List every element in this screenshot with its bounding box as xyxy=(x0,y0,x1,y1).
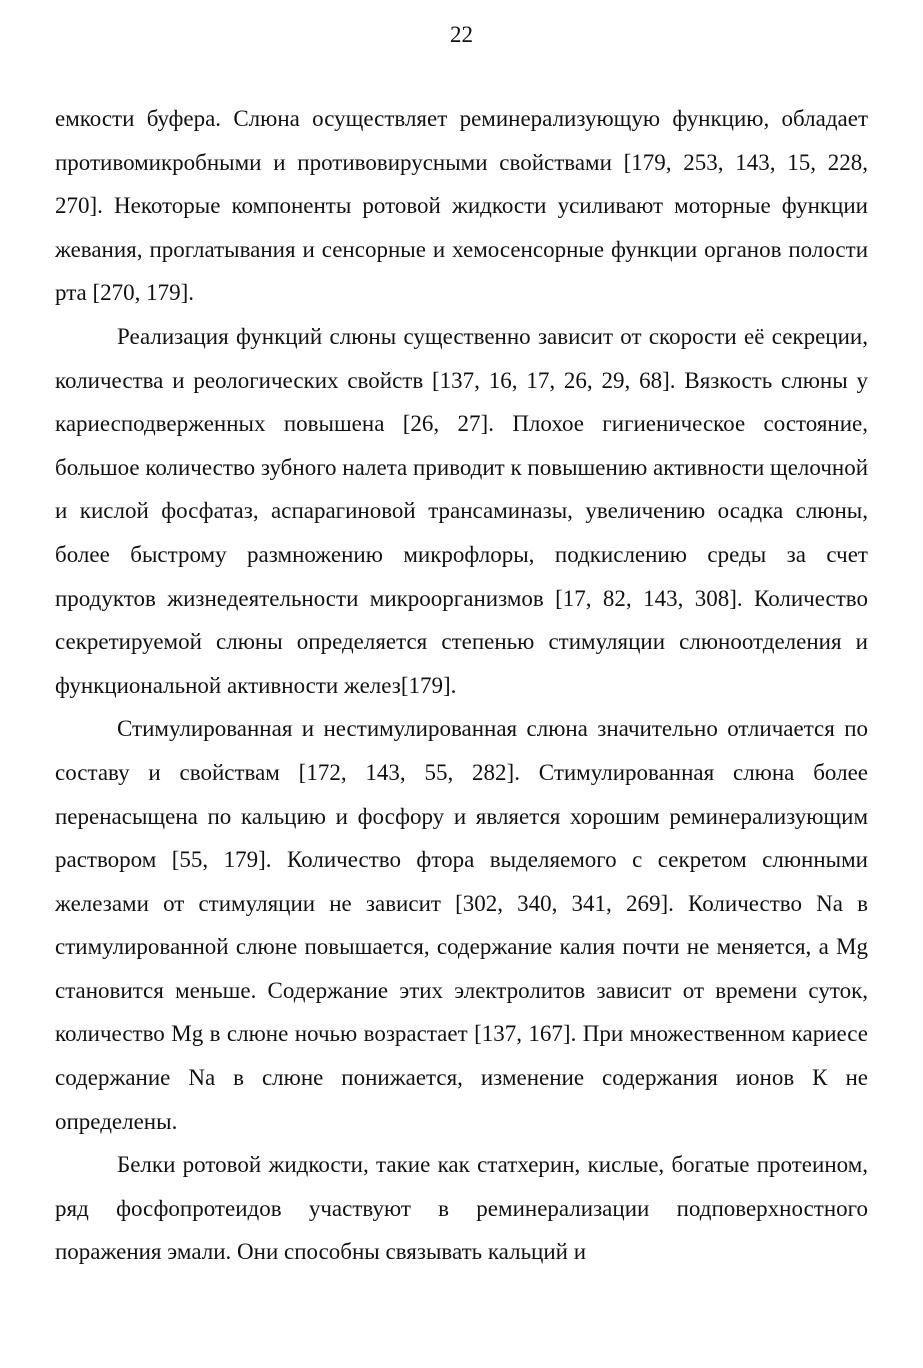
page-number: 22 xyxy=(450,22,473,47)
paragraph-stimulated-saliva: Стимулированная и нестимулированная слюна значительно отличается по составу и свойствам [172, 143, 55, 282]. Стимулированная слюна более перенасыщена по кальцию и фосфору и является хорошим реминерализующим раствором [55, 179]. Количество фтора выделяемого с секретом слюнными железами от стимуляции не зависит [302, 340, 341, 269]. Количество Na в стимулированной слюне повышается, содержание калия почти не меняется, а Mg становится меньше. Содержание этих электролитов зависит от времени суток, количество Mg в слюне ночью возрастает [137, 167]. При множественном кариесе содержание Na в слюне понижается, изменение содержания ионов К не определены. xyxy=(55,716,868,1134)
paragraph-oral-fluid-proteins: Белки ротовой жидкости, такие как статхерин, кислые, богатые протеином, ряд фосфопротеидов участвуют в реминерализации подповерхностного поражения эмали. Они способны связывать кальций и xyxy=(55,1152,868,1265)
paragraph-1-continuation: емкости буфера. Слюна осуществляет реминерализующую функцию, обладает противомикробными и противовирусными свойствами [179, 253, 143, 15, 228, 270]. Некоторые компоненты ротовой жидкости усиливают моторные функции жевания, проглатывания и сенсорные и хемосенсорные функции органов полости рта [270, 179]. xyxy=(55,106,868,306)
body-text xyxy=(55,97,868,1274)
paragraph-saliva-functions: Реализация функций слюны существенно зависит от скорости её секреции, количества и реологических свойств [137, 16, 17, 26, 29, 68]. Вязкость слюны у кариесподверженных повышена [26, 27]. Плохое гигиеническое состояние, большое количество зубного налета приводит к повышению активности щелочной и кислой фосфатаз, аспарагиновой трансаминазы, увеличению осадка слюны, более быстрому размножению микрофлоры, подкислению среды за счет продуктов жизнедеятельности микроорганизмов [17, 82, 143, 308]. Количество секретируемой слюны определяется степенью стимуляции слюноотделения и функциональной активности желез[179]. xyxy=(55,323,868,698)
